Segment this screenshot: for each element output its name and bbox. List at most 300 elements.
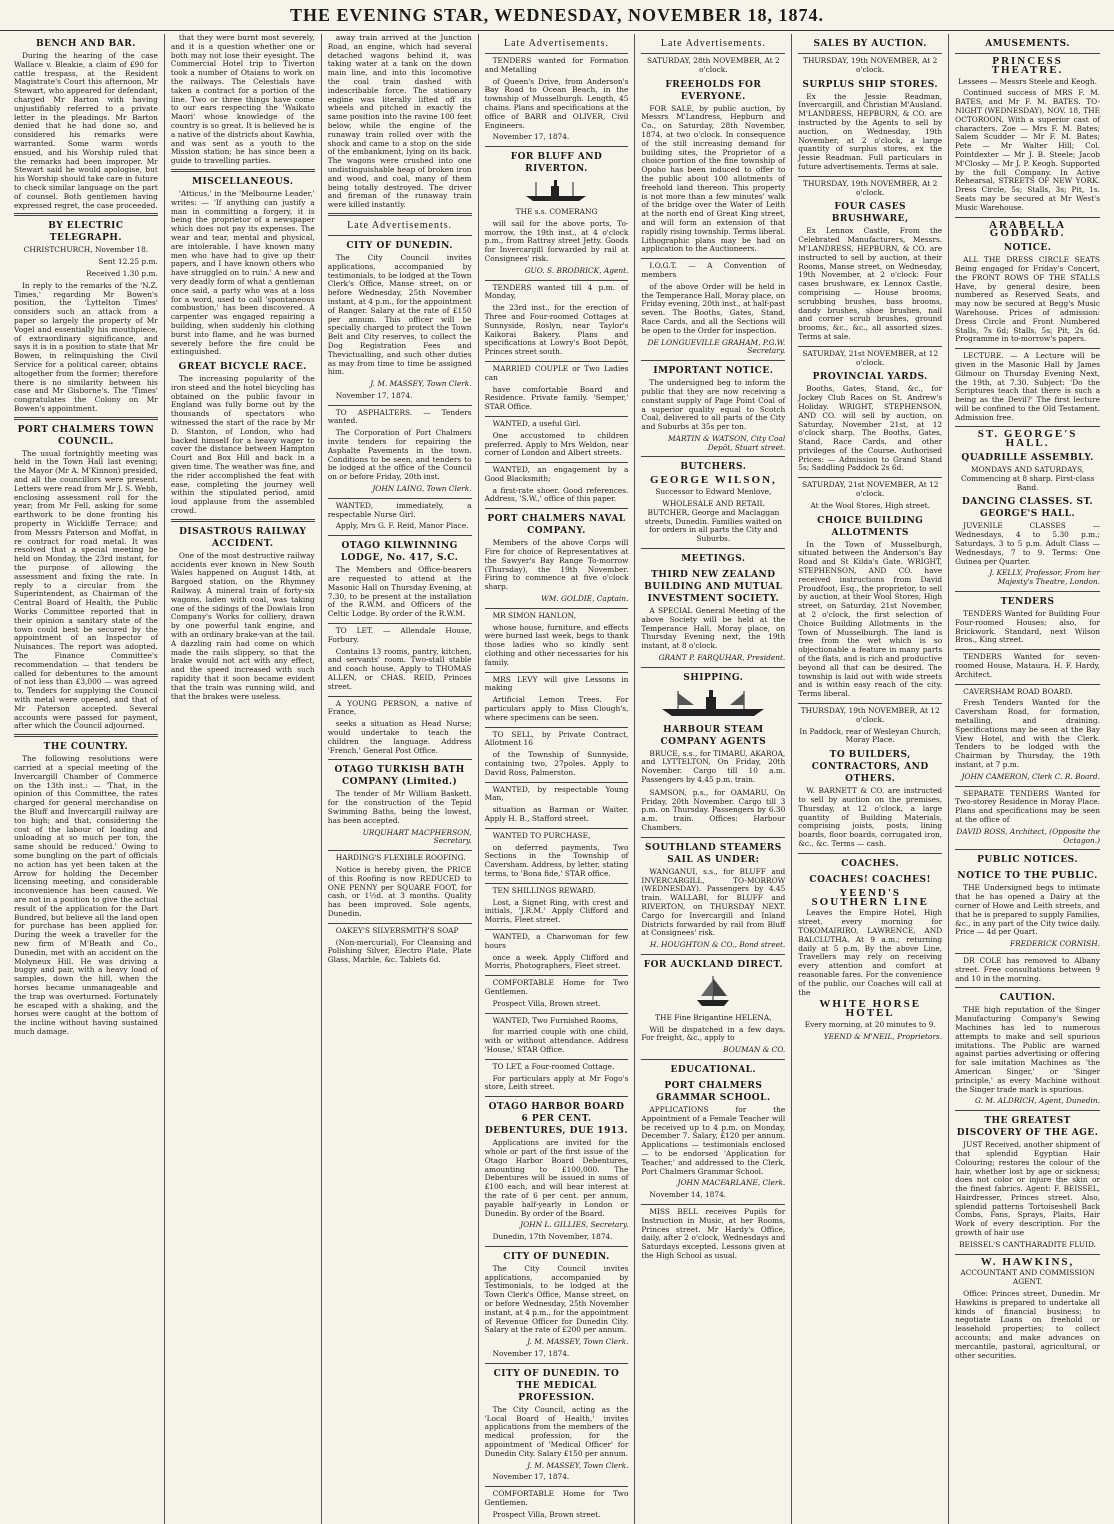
advertisement [485,731,629,778]
advertisement [485,933,629,971]
ad-title: CHOICE BUILDING ALLOTMENTS [817,515,924,538]
ad-title: ARABELLA GODDARD. [989,218,1067,240]
ad-body: will sail for the above ports, To-morrow, the 19th inst., at 4 o'clock p.m., from Rattray street Jetty. Goods for Invercargill forwarded by rail at Consignees' risk. [484,218,629,263]
ad-body: FOR SALE, by public auction, by Messrs M'Landress, Hepburn and Co., on Saturday, 28th November, 1874, at two o'clock. In consequence of the still increasing demand for building sites, the Proprietor of a choice portion of the fine township of Opoho has been induced to offer to the public about 100 allotments of freehold land thereon. This property is not more than a few minutes' walk of the bridge over the Water of Leith at the north end of Great King street, and will form an extension of that rapidly rising township. Terms liberal. Lithographic plans may be had on application to the Auctioneers. [641,103,786,254]
ad-subtitle: YEEND'S SOUTHERN LINE [811,886,929,908]
divider [641,1059,785,1060]
advertisement [328,927,472,965]
divider [641,548,785,549]
ad-title: CITY OF DUNEDIN. TO THE MEDICAL PROFESSION. [493,1368,620,1403]
ad-body: Apply, Mrs G. F. Reid, Manor Place. [335,521,469,531]
advertisement [485,57,629,142]
ad-signature: GUO. S. BRODRICK, Agent. [524,265,629,275]
ad-signature: JOHN LAING, Town Clerk. [372,484,472,494]
divider [485,828,629,829]
advertisement [485,832,629,879]
advertisement [798,481,942,699]
ad-title: OTAGO HARBOR BOARD 6 PER CENT. DEBENTURES, DUE 1913. [484,1102,628,1137]
columns [8,33,1106,1519]
ad-date: November 17, 1874. [492,132,570,142]
advertisement [955,1255,1100,1361]
ad-body: Notice is hereby given, the PRICE of this Roofing is now REDUCED to ONE PENNY per SQUARE FOOT, for cash, or 1½d. at 3 months. Quality has been improved. Sole agents, Dunedin. [327,864,472,918]
ad-signature: WM. GOLDIE, Captain. [541,594,629,604]
divider [328,923,472,924]
advertisement [798,57,942,172]
ad-title: MR SIMON HANLON, [492,610,577,620]
section-heading-bench: BENCH AND BAR. [36,39,136,49]
ad-body: whose house, furniture, and effects were burned last week, begs to thank those ladies who so kindly sent clothing and other necessaries for his family. [484,622,629,667]
advertisement [485,612,629,668]
ad-body: Will be dispatched in a few days. For freight, &c., apply to [641,1024,786,1043]
ad-signature: JOHN L. GILLIES, Secretary. [520,1220,629,1230]
advertisement [955,57,1100,213]
divider [14,417,158,420]
ad-body: ALL THE DRESS CIRCLE SEATS Being engaged for Friday's Concert, the FRONT ROWS OF THE STALLS Have, by general desire, been numbered as Reserved Seats, and may now be secured at Begg's Music Warehouse. Prices of admission: Dress Circle and Front Numbered Stalls, 7s 6d; Stalls, 5s; Pit, 2s 6d. Programme in to-morrow's papers. [955,255,1100,344]
ad-date: November 17, 1874. [492,1472,570,1482]
ad-title: FOUR CASES BRUSHWARE, [831,202,909,225]
advertisement [641,569,785,663]
advertisement [328,854,472,919]
ad-title: TO ASPHALTERS. — Tenders wanted. [327,407,472,426]
divider [485,1486,629,1487]
ad-body: The City Council, acting as the 'Local Board of Health,' invites applications from the members of the medical profession, for the appointment of 'Medical Officer' for Dunedin City. Salary £150 per annum. [484,1404,629,1458]
ad-body: of Queen's Drive, from Anderson's Bay Road to Ocean Beach, in the township of Musselburgh. Length, 45 chains. Plans and specifications at the office of BARR and OLIVER, Civil Engineers. [484,76,629,130]
advertisement [328,540,472,619]
ad-title: FOR AUCKLAND DIRECT. [643,959,784,970]
masthead: THE EVENING STAR, WEDNESDAY, NOVEMBER 18, 1874. [0,0,1114,31]
ad-date: November 17, 1874. [492,1349,570,1359]
steamship-icon [641,687,785,720]
ad-date: SATURDAY, 21st NOVEMBER, at 12 o'clock. [802,348,939,367]
advertisement [328,240,472,401]
advertisement [641,842,785,950]
divider [641,1204,785,1205]
ad-body: MISS BELL receives Pupils for Instruction in Music, at her Rooms, Princes street. Mr Hardy's Office, daily, after 2 o'clock, Wednesdays and Saturdays excepted. Lessons given at the High School as usual. [641,1206,786,1260]
advertisement [641,724,785,785]
ad-signature: YEEND & M'NEIL, Proprietors. [823,1031,943,1041]
section-heading-public-notices: PUBLIC NOTICES. [977,855,1078,866]
ad-title: TO LET, a Four-roomed Cottage. [492,1061,615,1071]
advertisement [328,409,472,494]
ad-signature: FREDERICK CORNISH. [1010,939,1100,949]
ad-body: One accustomed to children preferred. Apply to Mrs Weldon, near corner of London and Albert streets. [484,430,629,458]
divider [641,667,785,668]
ship-icon [485,178,629,205]
ad-signature: H. HOUGHTON & CO., Bond street. [649,940,786,950]
article-continued: that they were burnt most severely, and it is a question whether one or both may not lose their eyesight. The Commercial Hotel trip to Tiverton took a number of Otaians to work on the railways. The Celestials have taken a contract for a portion of the line. Two or three things have come to our ears respecting the 'Waikato Maori' whose knowledge of the country is so great. It is believed he is a native of the districts about Kawhia, and was sent as a youth to the Mission station; he has since been a guide to travelling parties. [170,33,315,166]
ad-date: SATURDAY, 21st NOVEMBER, At 12 o'clock. [801,480,939,499]
divider [485,975,629,976]
column-6 [792,34,949,1524]
advertisement [798,180,942,342]
ad-title: TENDERS wanted till 4 p.m. of Monday, [484,282,629,301]
divider [485,1096,629,1097]
divider [955,53,1100,54]
ad-title: WANTED, immediately, a respectable Nurse Girl. [327,500,472,519]
divider [485,1013,629,1014]
ad-body: W. BARNETT & CO. are instructed to sell by auction on the premises, Thursday, at 12 o'clock, a large quantity of Building Materials, comprising joists, posts, lining boards, floor boards, corrugated iron, &c., &c. Terms — cash. [798,786,943,848]
ad-title: CAUTION. [999,993,1056,1004]
advertisement [485,151,629,275]
divider [485,416,629,417]
ad-title: COMFORTABLE Home for Two Gentlemen. [484,978,629,996]
advertisement [485,1251,629,1359]
divider [485,727,629,728]
ad-body: Prospect Villa, Brown street. [492,1509,601,1519]
ad-subtitle: QUADRILLE ASSEMBLY. [961,453,1094,464]
divider [328,405,472,406]
ad-body: The City Council invites applications, accompanied by Testimonials, to be lodged at the Town Clerk's Office, Manse street, on or before Wednesday, 25th November instant, at 4 p.m., for the appointment of Revenue Officer for Dunedin City. Salary at the rate of £200 per annum. [484,1263,629,1335]
ad-body: of the Township of Sunnyside, containing two, 27poles. Apply to David Ross, Palmerston. [484,750,629,777]
ad-title: COMFORTABLE Home for Two Gentlemen. [484,1489,629,1508]
section-heading-sales: SALES BY AUCTION. [813,39,927,49]
ad-body: Ex the Jessie Readman, Invercargill, and Christian M'Ausland. M'LANDRESS, HEPBURN, & CO. are instructed by the Agents to sell by auction, on Wednesday, 19th November, at 2 o'clock, a large quantity of surplus stores, ex the Jessie Readman. Full particulars in future advertisements. Terms at sale. [798,91,943,171]
section-heading-late-ads: Late Advertisements. [504,38,609,49]
ad-title: TO LET. — Allendale House, Forbury. [327,626,472,644]
advertisement [485,1490,629,1519]
divider [485,53,629,54]
ad-body: Members of the above Corps will Fire for choice of Representatives at the Sawyer's Bay Range To-morrow (Thursday), the 19th November. Firing to commence at five o'clock sharp. [484,538,629,592]
section-heading-meetings: MEETINGS. [681,554,746,565]
ad-body: JUVENILE CLASSES — Wednesdays, 4 to 5.30 p.m.; Saturdays, 3 to 5 p.m. Adult Class — Wednesdays, 7 to 9. Terms: One Guinea per Quarter. [955,521,1100,566]
ad-signature: J. M. MASSEY, Town Clerk. [370,379,472,389]
advertisement [485,786,629,824]
advertisement [641,57,785,254]
advertisement [485,1017,629,1055]
ad-body: DR COLE has removed to Albany street. Free consultations between 9 and 10 in the morning. [955,955,1100,983]
section-heading-shipping: SHIPPING. [683,672,744,683]
column-1 [8,34,165,1524]
advertisement [641,959,785,1055]
article-railway-continued: away train arrived at the Junction Road, an engine, which had several detached wagons behind it, was taking water at a tank on the down main line, and into this locomotive the coal train dashed with indescribable force. The stationary engine was literally lifted off its wheels and pitched in exactly the same position into the ravine 100 feet below, while the engine of the runaway train rolled over with the shock and came to a stop on the side of the embankment, lying on its back. The wagons were crushed into one undistinguishable heap of broken iron and wood, and coal, many of them being totally destroyed. The driver and fireman of the runaway train were killed instantly. [327,33,472,210]
ad-body: on deferred payments, Two Sections in the Township of Caversham. Address, by letter, stating terms, to 'Bona fide,' STAR office. [484,842,629,878]
section-heading-butchers: BUTCHERS. [680,462,747,473]
advertisement [485,513,629,604]
ad-title: PROVINCIAL YARDS. [812,372,928,383]
ad-body: the 23rd inst., for the erection of Three and Four-roomed Cottages at Sunnyside, Roslyn, near Taylor's Kaikorai Bakery. Plans and specifications at Lowry's Boot Depôt, Princes street south. [484,303,629,357]
section-heading-bicycle: GREAT BICYCLE RACE. [178,362,307,373]
ad-body: WANGANUI, s.s., for BLUFF and INVERCARGILL, TO-MORROW (WEDNESDAY). Passengers by 4.45 train. WALLABI, for BLUFF and RIVERTON, on THURSDAY NEXT. Cargo for Invercargill and Inland Districts forwarded by rail from Bluff at Consignees' risk. [641,866,786,938]
advertisement [328,700,472,756]
divider [485,1363,629,1364]
ad-signature: MARTIN & WATSON, City Coal Depôt, Stuart street. [668,433,786,452]
advertisement [641,1208,785,1261]
ad-body: Contains 13 rooms, pantry, kitchen, and servants' room. Two-stall stable and coach house. Apply to THOMAS ALLEN, or CHAS. REID, Princes street. [327,646,472,691]
ad-body: Applications are invited for the whole or part of the first issue of the Otago Harbor Board Debentures, amounting to £100,000. The Debentures will be issued in sums of £100 each, and will bear interest at the rate of 6 per cent. per annum, payable half-yearly in London or Dunedin. By order of the Board. [484,1138,629,1218]
article-telegraph: In reply to the remarks of the 'N.Z. Times,' regarding Mr Bowen's position, the 'Lyttelton Times' considers such an attack from a paper so largely the property of Mr Vogel and essentially his mouthpiece, of extraordinary significance, and says it is in a position to state that Mr Bowen, in relinquishing the Civil Service for a political career, obtains altogether from the former; therefore there is no similarity between his case and Mr Gisborne's. The 'Times' congratulates the Colony on Mr Bowen's appointment. [14,280,158,413]
divider [328,759,472,760]
ad-body: The undersigned beg to inform the public that they are now receiving a constant supply of Page Point Coal of a superior quality equal to Scotch Coal, delivered to all parts of the City and Suburbs at 35s per ton. [641,378,786,432]
ad-title: WANTED, a Charwoman for few hours [484,931,629,950]
column-7 [949,34,1106,1524]
ad-signature: J. M. MASSEY, Town Clerk. [527,1337,629,1347]
divider [955,1110,1100,1111]
advertisement [485,676,629,723]
ad-date: November 17, 1874. [335,390,413,400]
ad-body: The tender of Mr William Baskett, for the construction of the Tepid Swimming Baths, being the lowest, has been accepted. [327,789,472,825]
divider [328,535,472,536]
ad-title: TO SELL, by Private Contract, Allotment 16 [484,729,629,748]
ad-signature: DAVID ROSS, Architect, (Opposite the Octagon.) [956,826,1100,845]
ad-title: I.O.G.T. — A Convention of members [641,261,786,279]
ad-body: JUST Received, another shipment of that splendid Egyptian Hair Colouring; restores the colour of the hair, whether lost by age or sickness; does not color or injure the skin or the finest fabrics. Agent: F. BEISSEL, Hairdresser, Princes street. Also, splendid patterns Tortoiseshell Back Combs, Fans, Sprays, Plaits, Hair Work of every description. For the growth of hair use [955,1140,1100,1238]
column-3 [322,34,479,1524]
ad-title: THE GREATEST DISCOVERY OF THE AGE. [956,1116,1099,1139]
divider [641,53,785,54]
ad-title: HARBOUR STEAM COMPANY AGENTS [660,724,767,747]
ad-title: WANTED TO PURCHASE, [492,830,591,840]
divider [328,696,472,697]
divider [955,684,1100,685]
advertisement [955,688,1100,782]
divider [485,1246,629,1247]
ad-title: ST. GEORGE'S HALL. [977,428,1078,450]
ad-body: have comfortable Board and Residence. Private family. 'Semper,' STAR Office. [484,384,629,412]
advertisement [955,430,1100,587]
divider [798,477,942,478]
ad-title: SURPLUS SHIP STORES. [802,79,939,90]
advertisement [485,420,629,458]
divider [485,672,629,673]
ad-title: TENDERS wanted for Formation and Metalling [484,56,629,74]
ad-date: SATURDAY, 28th NOVEMBER, At 2 o'clock. [646,56,780,74]
advertisement [328,764,472,846]
ad-title: MRS LEVY will give Lessons in making [484,674,629,693]
telegraph-dateline: CHRISTCHURCH, November 18. [23,245,149,255]
ad-body: Fresh Tenders Wanted for the Caversham Road, for formation, metalling, and draining. Specifications may be seen at the Bay View Hotel, and with the Clerk. Tenders to be lodged with the Chairman by Thursday, the 19th instant, at 7 p.m. [955,698,1100,769]
ad-body: situation as Barman or Waiter. Apply H. B., Stafford street. [484,805,629,823]
divider [328,235,472,236]
ad-title: WANTED, Two Furnished Rooms, [492,1015,619,1025]
divider [485,146,629,147]
ad-body: SAMSON, p.s., for OAMARU, On Friday, 20th November. Cargo till 3 p.m. on Thursday. Passengers by 6.30 a.m. train. Offices: Harbour Chambers. [641,787,786,833]
advertisement [485,1101,629,1242]
section-heading-tenders: TENDERS [1000,597,1055,608]
advertisement [485,887,629,925]
ad-title: IMPORTANT NOTICE. [653,366,774,377]
divider [14,213,158,216]
advertisement [485,979,629,1008]
divider [485,1059,629,1060]
divider [955,426,1100,427]
ad-title: HARDING'S FLEXIBLE ROOFING. [335,853,466,863]
divider [798,176,942,177]
advertisement [955,352,1100,422]
divider [798,703,942,704]
ad-body: Continued success of MRS F. M. BATES, and Mr F. M. BATES. TO-NIGHT (WEDNESDAY), NOV. 18, THE OCTOROON, With a superior cast of characters. Zoe — Mrs F. M. Bates; Salem Scudder — Mr F. M. Bates; Pete — Mr Walter Hill; Col. Pointdexter — Mr J. B. Steele; Jacob M'Closky — Mr J. P. Keogh. Supported by the full Company. In Active Rehearsal, STREETS OF NEW YORK. Dress Circle, 5s; Stalls, 3s; Pit, 1s. Seats may be secured at Mr West's Music Warehouse. [955,88,1100,212]
advertisement [955,218,1100,345]
ad-title: PORT CHALMERS GRAMMAR SCHOOL. [656,1080,771,1103]
ad-body: LECTURE. — A Lecture will be given in the Masonic Hall by James Gilmour on Thursday Evening Next, the 19th, at 7.30. Subject: 'Do the Scriptures teach that there is such a being as the Devil?' The first lecture will be confined to the Old Testament. Admission free. [955,351,1100,422]
divider [641,258,785,259]
advertisement [955,1115,1100,1250]
ad-title: NOTICE TO THE PUBLIC. [957,871,1098,882]
ad-title: FOR BLUFF AND RIVERTON. [510,152,603,175]
ad-body: Every morning, at 20 minutes to 9. [804,1019,936,1029]
divider [641,456,785,457]
divider [328,498,472,499]
ad-subtitle: NOTICE. [1003,243,1052,254]
advertisement [955,992,1100,1106]
advertisement [328,502,472,531]
ad-title: THIRD NEW ZEALAND BUILDING AND MUTUAL INVESTMENT SOCIETY. [644,570,783,605]
ad-title: FREEHOLDS FOR EVERYONE. [665,79,762,102]
divider [14,734,158,737]
ad-body: Artificial Lemon Trees. For particulars apply to Miss Clough's, where specimens can be seen. [484,695,629,722]
ad-title: OTAGO KILWINNING LODGE, No. 417, S.C. [340,541,459,564]
advertisement [955,957,1100,983]
ad-title: PORT CHALMERS NAVAL COMPANY. [487,514,626,537]
article-country: The following resolutions were carried at a special meeting of the Invercargill Chamber of Commerce on the 13th inst.: — 'That, in the opinion of this Committee, the rates charged for general merchandise on the Bluff and Invercargill railway are too high; and that, considering the cost of the labour of loading and unloading at so much per ton, the same should be reduced.' Owing to some bungling on the part of officials no action has yet been taken at the Arrow for holding the December licensing meeting, and considerable inconvenience has been caused. We are not in a position to give the actual result of the application for the Dart Bundred, but believe all the land open for purchase has been applied for. During the week a traveller for the new firm of M'Beath and Co., Dunedin, met with an accident on the Molyneux Hill. He was driving a buggy and pair, with a heavy load of samples, down the hill, when the horses became unmanageable and the trap was overturned. Fortunately he escaped with a shaking, and the horses were caught at the bottom of the incline without having sustained much damage. [14,754,158,1036]
advertisement [641,789,785,833]
ad-title: MARRIED COUPLE or Two Ladies can [484,363,629,382]
ad-body: The Corporation of Port Chalmers invite tenders for repairing the Asphalte Pavements in the town. Conditions to be seen, and tenders to be lodged at the office of the Council on or before Friday, 20th inst. [327,428,472,482]
ad-title: WANTED, an engagement by a Good Blacksmith; [484,465,629,483]
ad-body: Leaves the Empire Hotel, High street, every morning for TOKOMAIRIRO, LAWRENCE, AND BALCLUTHA. At 9 a.m.; returning daily at 5 p.m. By the above Line, Travellers may rely on receiving every attention and comfort at reasonable fares. For the convenience of the public, our Coaches will call at the [798,908,943,997]
ad-signature: JOHN CAMERON, Clerk C. R. Board. [961,771,1100,781]
ad-signature: BOUMAN & CO. [723,1045,786,1055]
advertisement [955,790,1100,846]
telegraph-sent: Sent 12.25 p.m. [98,257,158,267]
divider [955,1254,1100,1255]
ad-body: Ex Lennox Castle, From the Celebrated Manufacturers, Messrs. M'LANDRESS, HEPBURN, & CO. are instructed to sell by auction, at their Rooms, Manse street, on Wednesday, 19th November, at 2 o'clock: Four cases brushware, ex Lennox Castle, comprising — House brooms, scrubbing brushes, bass brooms, dandy brushes, shoe brushes, nail and corner scrub brushes, ground brooms, &c., &c., all assorted sizes. Terms at sale. [798,226,943,341]
advertisement [485,466,629,504]
ad-date: November 14, 1874. [649,1190,727,1200]
advertisement [955,870,1100,949]
ad-signature: J. M. MASSEY, Town Clerk. [527,1460,629,1470]
advertisement [485,1368,629,1482]
divider [641,837,785,838]
ad-signature: DE LONGUEVILLE GRAHAM, P.G.W. Secretary. [647,337,786,356]
advertisement [641,1080,785,1200]
ad-title: OTAGO TURKISH BATH COMPANY (Limited.) [334,765,465,788]
divider [485,608,629,609]
ad-title: CITY OF DUNEDIN. [346,240,453,251]
ad-body: THE Undersigned begs to intimate that he has opened a Dairy at the corner of Howe and Leith streets, and that he is prepared to supply Families, &c., in any part of the City twice daily. Price — 4d per Quart. [955,883,1100,937]
divider [955,987,1100,988]
section-heading-miscellaneous: MISCELLANEOUS. [192,176,294,187]
divider [485,929,629,930]
ad-date: THURSDAY, 19th NOVEMBER, At 12 o'clock. [800,706,940,724]
advertisement [641,365,785,452]
ad-body: BRUCE, s.s., for TIMARU, AKAROA, and LYTTELTON, On Friday, 20th November. Cargo till 10 a.m. Passengers by 4.45 p.m. train. [641,748,786,785]
ad-body: (Non-mercurial), For Cleansing and Polishing Silver, Electro Plate, Plate Glass, Marble, &c. Tablets 6d. [327,937,472,965]
ad-body: MONDAYS AND SATURDAYS, Commencing at 8 sharp. First-class Band. [961,465,1095,492]
ad-body: Office: Princes street, Dunedin. Mr Hawkins is prepared to undertake all kinds of financial business; to negotiate Loans on freehold or leasehold properties; to collect accounts; and make advances on mercantile, pastoral, agricultural, or other securities. [955,1289,1100,1360]
ad-body: The Members and Office-bearers are requested to attend at the Masonic Hall on Thursday Evening, at 7.30, to be present at the installation of the R.W.M. and Officers of the Celtic Lodge. By order of the R.W.M. [327,565,472,619]
ad-signature: GRANT P. FARQUHAR, President. [658,653,786,663]
divider [798,53,942,54]
ad-body: Prospect Villa, Brown street. [492,998,601,1008]
ad-body: once a week. Apply Clifford and Morris, Photographers, Fleet street. [484,952,629,971]
ad-signature: J. KELLY, Professor, From her Majesty's Theatre, London. [989,568,1100,587]
advertisement [485,1063,629,1092]
ad-title: WANTED, a useful Girl. [492,418,581,428]
article-miscellaneous: 'Atticus,' in the 'Melbourne Leader,' writes: — 'If anything can justify a man in committing a forgery, it is being the proprietor of a newspaper which does not pay its expenses. The wear and tear, mental and physical, are intolerable. I have known many men who have had to give up their papers, and I have known others who have struggled on to ruin.' A new and very deadly form of what a gentleman once said, a party who was at a loss for a word, used to call 'spontaneous combustion,' has been discovered. A carpenter was engaged repairing a building, when suddenly his clothing burst into flame, and he was burned severely before the fire could be extinguished. [170,188,315,357]
ad-body: For particulars apply at Mr Fogo's store, Leith street. [484,1073,629,1092]
ad-body: Booths, Gates, Stand, &c., for Jockey Club Races on St. Andrew's Holiday. WRIGHT, STEPHENSON, AND CO. will sell by auction, on Saturday, November 21st, at 12 o'clock sharp. The Booths, Gates, Stand, Race Cards, and other privileges of the Course. Authorised Prices: — Admission to Grand Stand 5s; Saddling Paddock 2s 6d. [798,384,943,473]
divider [328,850,472,851]
advertisement [485,365,629,412]
ad-hotel-name: WHITE HORSE HOTEL [819,998,922,1020]
divider [485,280,629,281]
ad-body: for married couple with one child, with or without attendance. Address 'House,' STAR Office. [484,1027,629,1054]
divider [955,348,1100,349]
ad-body: A SPECIAL General Meeting of the above Society will be held at the Temperance Hall, Moray place, on Thursday Evening next, the 19th instant, at 8 o'clock. [641,606,786,651]
ad-body: a first-rate shoer. Good references. Address, 'S.W.,' office of this paper. [484,485,629,504]
ad-body: THE high reputation of the Singer Manufacturing Company's Sewing Machines has led to numerous attempts to make and sell spurious imitations. The Public are warned against parties advertising or offering for sale imitation Machines as 'the American Singer,' or 'Singer principle,' as every Machine without the Singer trade mark is spurious. [955,1005,1100,1094]
ad-subtitle: DANCING CLASSES. ST. GEORGE'S HALL. [961,497,1094,520]
divider [955,649,1100,650]
section-heading-educational: EDUCATIONAL. [670,1064,757,1075]
ad-signature: URQUHART MACPHERSON, Secretary. [362,827,472,846]
ad-signature: JOHN MACFARLANE, Clerk. [677,1178,786,1188]
section-heading-late-ads: Late Advertisements. [347,219,453,231]
divider [798,853,942,854]
column-2 [165,34,322,1524]
ad-subtitle: At the Wool Stores, High street. [810,500,930,510]
ad-subtitle: Lessees — Messrs Steele and Keogh. [958,76,1097,86]
advertisement [641,262,785,356]
ad-subtitle: THE Fine Brigantine HELENA, [655,1012,772,1022]
ad-body: The City Council invites applications, accompanied by testimonials, to be lodged at the Town Clerk's Office, Manse street, on or before Wednesday, 25th November instant, at 4 p.m., for the appointment of Ranger. Salary at the rate of £150 per annum. This officer will be specially charged to protect the Town Belt and City reserves, to collect the Dog Registration Fees and Thevictualling, and such other duties as may from time to time be assigned him. [327,252,472,377]
section-heading-telegraph: BY ELECTRIC TELEGRAPH. [48,221,124,244]
ad-date: Dunedin, 17th November, 1874. [492,1232,613,1242]
divider [328,213,472,216]
divider [955,591,1100,592]
telegraph-received: Received 1.30 p.m. [86,268,158,278]
ad-subtitle: In Paddock, rear of Wesleyan Church, Moray Place. [799,726,941,745]
ad-date: THURSDAY, 19th NOVEMBER, At 2 o'clock. [803,56,938,74]
ad-title: A YOUNG PERSON, a native of France, [327,698,472,717]
ad-title: CAVERSHAM ROAD BOARD. [963,686,1073,696]
divider [485,462,629,463]
section-heading-coaches: COACHES. [841,858,900,869]
section-heading-council: PORT CHALMERS TOWN COUNCIL. [17,424,155,447]
advertisement [955,610,1100,645]
advertisement [641,476,785,544]
section-heading-railway: DISASTROUS RAILWAY ACCIDENT. [179,526,307,549]
divider [485,883,629,884]
divider [171,519,315,522]
ad-signature: G. M. ALDRICH, Agent, Dunedin. [975,1096,1100,1106]
advertisement [485,284,629,357]
ad-subtitle: ACCOUNTANT AND COMMISSION AGENT. [960,1268,1095,1287]
ad-signature: BEISSEL'S CANTHARADITE FLUID. [959,1239,1096,1249]
advertisement [955,653,1100,679]
ad-title: COACHES! COACHES! [809,874,931,885]
column-5 [635,34,792,1524]
ad-date: THURSDAY, 19th NOVEMBER, At 2 o'clock. [803,178,938,197]
divider [955,849,1100,850]
ad-title: OAKEY'S SILVERSMITH'S SOAP [335,925,459,935]
divider [955,217,1100,218]
divider [171,169,315,172]
column-4 [479,34,636,1524]
divider [328,623,472,624]
section-heading-country: THE COUNTRY. [43,742,129,753]
ad-body: of the above Order will be held in the Temperance Hall, Moray place, on Friday evening, 20th inst., at half-past seven. The Booths, Gates, Stand, Race Cards, and all the Sections will be open to the Order for inspection. [641,281,786,335]
ad-body: TENDERS Wanted for Building Four Four-roomed Houses; also, for Brickwork. Standard, next Wilson Bros., King street. [955,609,1100,645]
sailing-ship-icon [641,974,785,1011]
divider [955,786,1100,787]
divider [485,361,629,362]
ad-subtitle: Successor to Edward Menlove, [655,487,772,497]
section-heading-late-ads: Late Advertisements. [660,38,766,49]
ad-body: seeks a situation as Head Nurse; would undertake to teach the children the language. Address 'French,' General Post Office. [327,719,472,755]
ad-title: WANTED, by respectable Young Man, [484,784,629,803]
ad-body: APPLICATIONS for the Appointment of a Female Teacher will be received up to 4 p.m. on Monday, December 7. Salary, £120 per annum. Applications — testimonials enclosed — to be endorsed 'Application for Teacher,' and addressed to the Clerk, Port Chalmers Grammar School. [641,1104,786,1176]
